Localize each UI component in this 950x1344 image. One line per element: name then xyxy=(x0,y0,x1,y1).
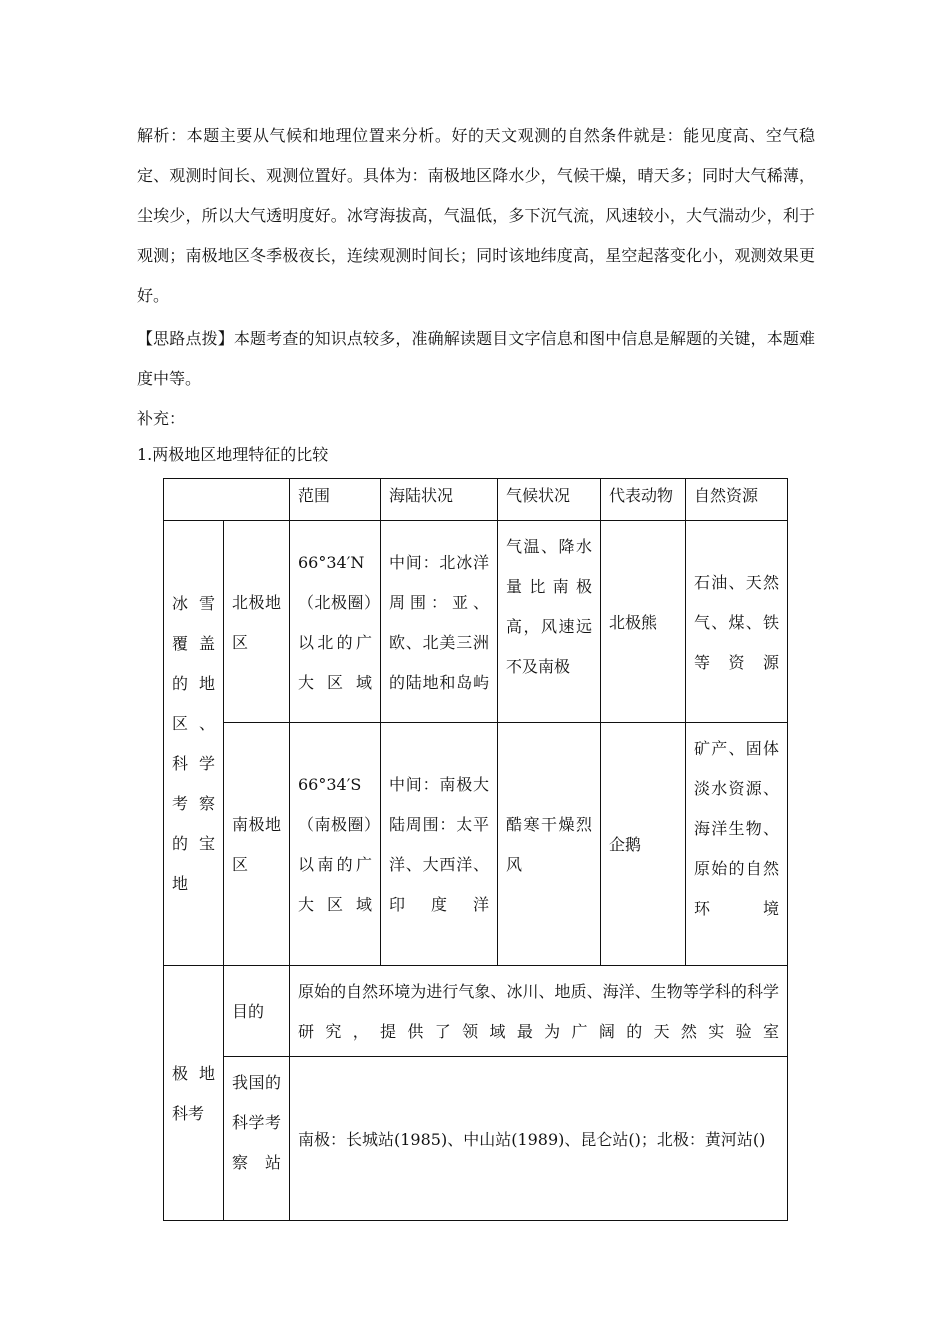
header-range: 范围 xyxy=(290,479,381,521)
south-animal: 企鹅 xyxy=(601,723,686,966)
tip-paragraph: 【思路点拨】本题考查的知识点较多，准确解读题目文字信息和图中信息是解题的关键，本题难度中等。 xyxy=(137,329,815,388)
purpose-label: 目的 xyxy=(224,966,290,1057)
table-row-stations xyxy=(164,1057,788,1221)
stations-text: 南极：长城站(1985)、中山站(1989)、昆仑站()；北极：黄河站() xyxy=(290,1057,788,1221)
header-resources: 自然资源 xyxy=(686,479,788,521)
table-row-purpose xyxy=(164,966,788,1057)
stations-label: 我国的科学考察站 xyxy=(224,1057,290,1221)
polar-comparison-table xyxy=(163,478,788,1221)
header-climate: 气候状况 xyxy=(498,479,601,521)
south-resources: 矿产、固体淡水资源、海洋生物、原始的自然环境 xyxy=(686,723,788,966)
south-climate: 酷寒干燥烈风 xyxy=(498,723,601,966)
header-animal: 代表动物 xyxy=(601,479,686,521)
group-label-expedition: 极地科考 xyxy=(164,966,224,1221)
north-climate: 气温、降水量比南极高，风速远不及南极 xyxy=(498,521,601,723)
table-row-south xyxy=(164,723,788,966)
supplement-label: 补充： xyxy=(137,409,186,428)
north-label: 北极地区 xyxy=(224,521,290,723)
header-land-sea: 海陆状况 xyxy=(381,479,498,521)
south-land-sea: 中间：南极大陆周围：太平洋、大西洋、印度洋 xyxy=(381,723,498,966)
south-label: 南极地区 xyxy=(224,723,290,966)
north-range: 66°34′N（北极圈）以北的广大区域 xyxy=(290,521,381,723)
group-label-ice: 冰雪覆盖的地区、科学考察的宝地 xyxy=(164,521,224,966)
north-resources: 石油、天然气、煤、铁等资源 xyxy=(686,521,788,723)
table-header-row xyxy=(164,479,788,521)
purpose-text: 原始的自然环境为进行气象、冰川、地质、海洋、生物等学科的科学研究，提供了领域最为广阔的天然实验室 xyxy=(290,966,788,1057)
north-animal: 北极熊 xyxy=(601,521,686,723)
north-land-sea: 中间：北冰洋周围：亚、欧、北美三洲的陆地和岛屿 xyxy=(381,521,498,723)
header-empty-cell xyxy=(164,479,290,521)
south-range: 66°34′S（南极圈）以南的广大区域 xyxy=(290,723,381,966)
table-row-north xyxy=(164,521,788,723)
analysis-paragraph: 解析：本题主要从气候和地理位置来分析。好的天文观测的自然条件就是：能见度高、空气稳定、观测时间长、观测位置好。具体为：南极地区降水少，气候干燥，晴天多；同时大气稀薄，尘埃少，所以大气透明度好。冰穹海拔高，气温低，多下沉气流，风速较小，大气湍动少，利于观测；南极地区冬季极夜长，连续观测时间长；同时该地纬度高，星空起落变化小，观测效果更好。 xyxy=(137,126,815,305)
section-title: 1.两极地区地理特征的比较 xyxy=(137,445,329,464)
